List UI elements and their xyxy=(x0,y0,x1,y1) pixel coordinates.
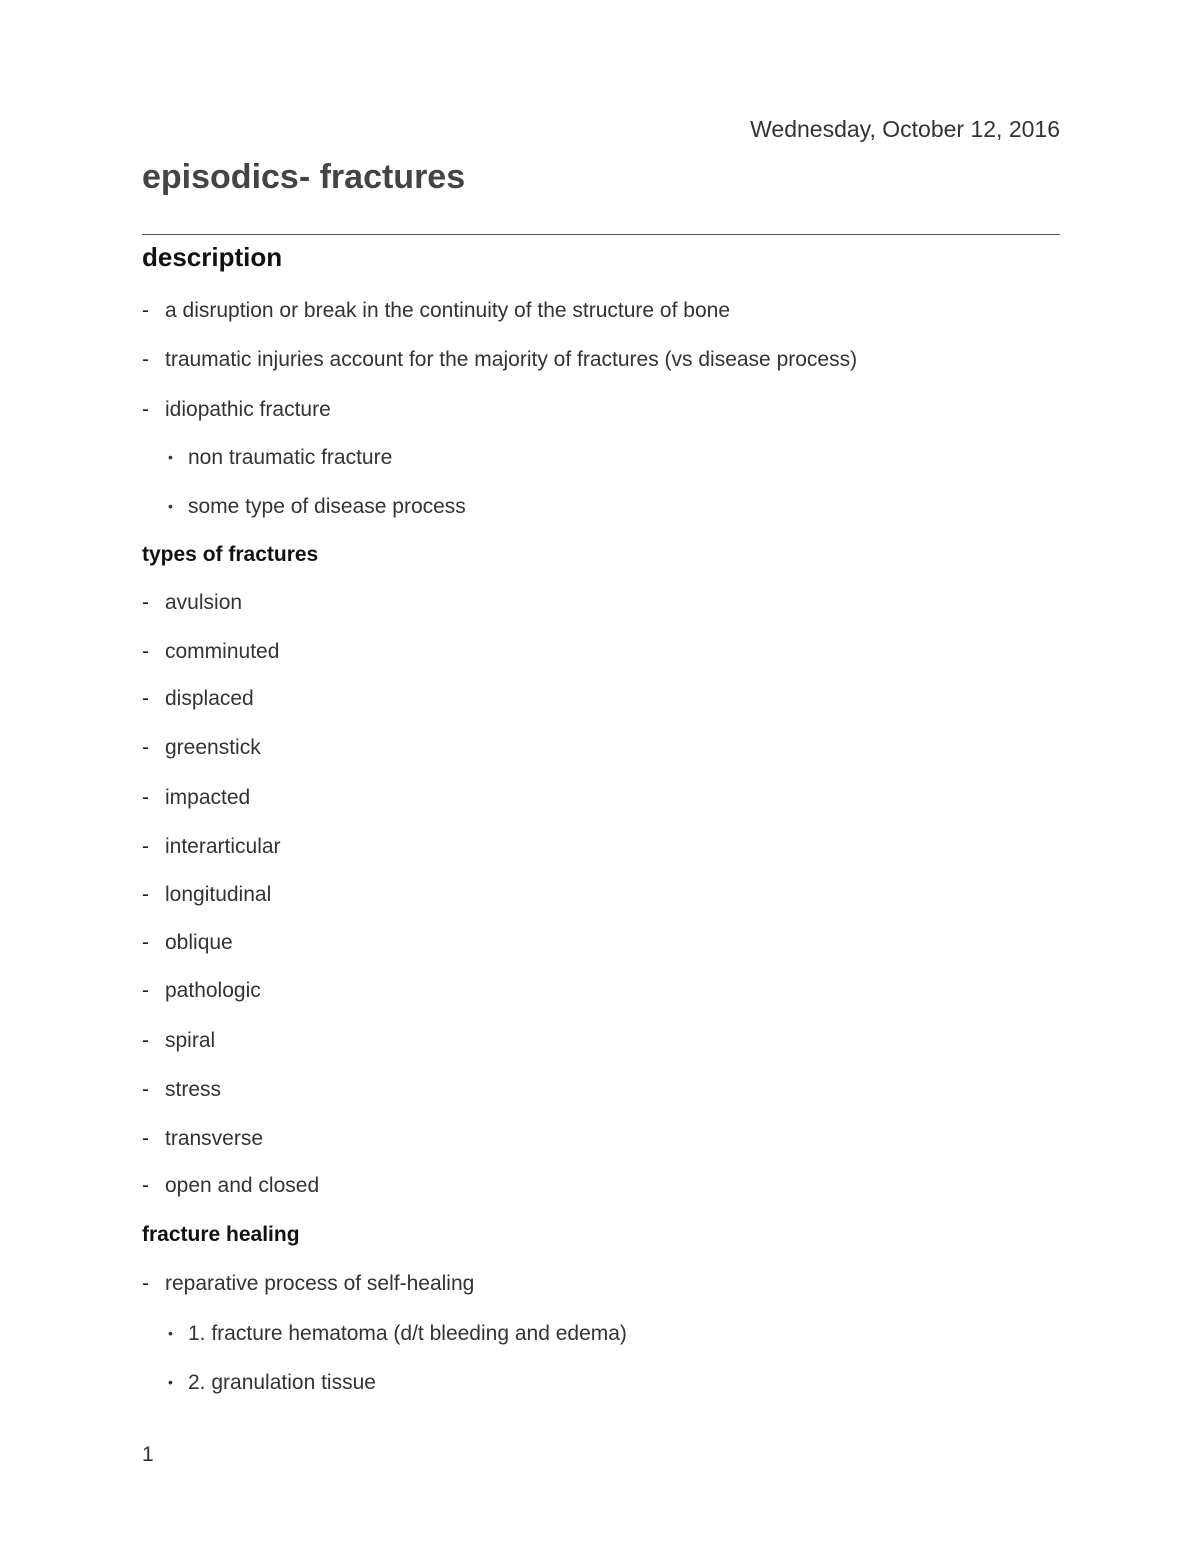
list-item-text: avulsion xyxy=(165,591,243,614)
list-item-text: longitudinal xyxy=(165,883,272,906)
sub-list-item xyxy=(166,1320,627,1346)
sub-list-item-text: non traumatic fracture xyxy=(188,446,393,469)
bullet-marker: • xyxy=(168,1325,173,1341)
list-item xyxy=(142,1077,221,1103)
dash-marker: - xyxy=(142,931,149,954)
dash-marker: - xyxy=(142,979,149,1002)
list-item xyxy=(142,785,250,811)
list-item xyxy=(142,590,242,616)
bullet-marker: • xyxy=(168,1374,173,1390)
list-item-text: traumatic injuries account for the majority of fractures (vs disease process) xyxy=(165,348,858,371)
list-item xyxy=(142,978,261,1004)
dash-marker: - xyxy=(142,348,149,371)
dash-marker: - xyxy=(142,591,149,614)
list-item xyxy=(142,686,254,712)
dash-marker: - xyxy=(142,1127,149,1150)
title-divider xyxy=(142,234,1060,235)
list-item-text: interarticular xyxy=(165,835,281,858)
sub-list-item-text: 2. granulation tissue xyxy=(188,1371,376,1394)
list-item xyxy=(142,298,730,324)
list-item xyxy=(142,1126,263,1152)
section-heading-healing: fracture healing xyxy=(142,1223,300,1246)
sub-list-item xyxy=(166,493,466,519)
dash-marker: - xyxy=(142,398,149,421)
list-item-text: displaced xyxy=(165,687,254,710)
sub-list-item-text: 1. fracture hematoma (d/t bleeding and edema) xyxy=(188,1322,627,1345)
list-item-text: transverse xyxy=(165,1127,264,1150)
page-number: 1 xyxy=(142,1443,154,1466)
sub-list-item xyxy=(166,1369,376,1395)
list-item-text: a disruption or break in the continuity of the structure of bone xyxy=(165,299,731,322)
dash-marker: - xyxy=(142,299,149,322)
list-item xyxy=(142,834,281,860)
list-item xyxy=(142,1173,319,1199)
list-item-text: oblique xyxy=(165,931,233,954)
list-item xyxy=(142,397,331,423)
section-heading-description: description xyxy=(142,242,283,272)
list-item-text: comminuted xyxy=(165,640,280,663)
list-item xyxy=(142,930,233,956)
list-item-text: greenstick xyxy=(165,736,261,759)
dash-marker: - xyxy=(142,786,149,809)
dash-marker: - xyxy=(142,883,149,906)
bullet-marker: • xyxy=(168,498,173,514)
dash-marker: - xyxy=(142,1174,149,1197)
list-item-text: reparative process of self-healing xyxy=(165,1272,475,1295)
list-item-text: impacted xyxy=(165,786,251,809)
dash-marker: - xyxy=(142,1078,149,1101)
page-title: episodics- fractures xyxy=(142,158,466,196)
list-item xyxy=(142,639,279,665)
list-item xyxy=(142,882,271,908)
list-item-text: spiral xyxy=(165,1029,216,1052)
bullet-marker: • xyxy=(168,449,173,465)
dash-marker: - xyxy=(142,736,149,759)
sub-list-item xyxy=(166,444,392,470)
dash-marker: - xyxy=(142,1029,149,1052)
dash-marker: - xyxy=(142,640,149,663)
list-item xyxy=(142,1028,215,1054)
list-item-text: open and closed xyxy=(165,1174,320,1197)
dash-marker: - xyxy=(142,835,149,858)
list-item xyxy=(142,347,857,373)
list-item-text: pathologic xyxy=(165,979,261,1002)
list-item xyxy=(142,735,261,761)
dash-marker: - xyxy=(142,1272,149,1295)
note-date: Wednesday, October 12, 2016 xyxy=(750,116,1060,142)
section-heading-types: types of fractures xyxy=(142,543,319,566)
list-item-text: idiopathic fracture xyxy=(165,398,331,421)
list-item-text: stress xyxy=(165,1078,222,1101)
sub-list-item-text: some type of disease process xyxy=(188,495,466,518)
list-item xyxy=(142,1271,474,1297)
dash-marker: - xyxy=(142,687,149,710)
